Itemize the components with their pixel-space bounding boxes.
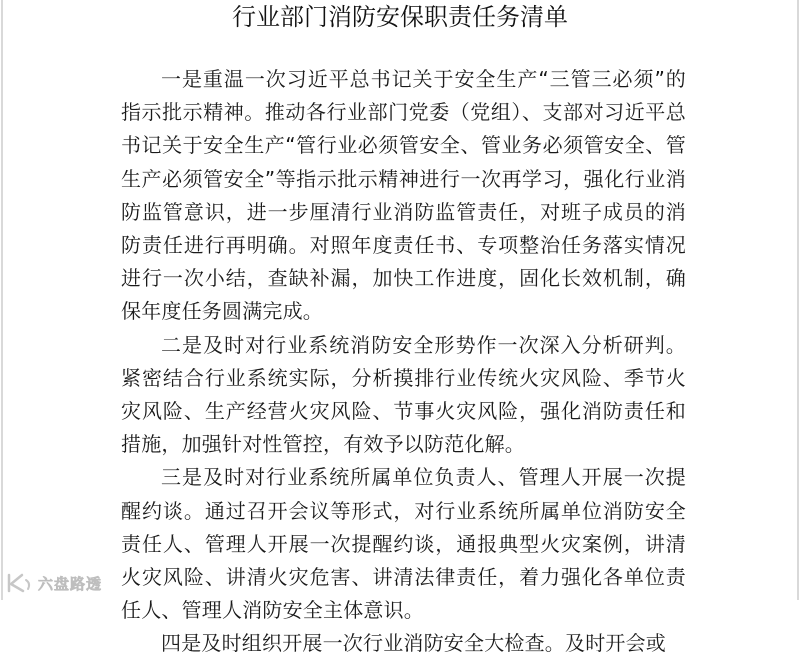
paragraph-1: 一是重温一次习近平总书记关于安全生产“三管三必须”的指示批示精神。推动各行业部门党委（党组）、支部对习近平总书记关于安全生产“管行业必须管安全、管业务必须管安全、管生产必须管安全”等指示批示精神进行一次再学习，强化行业消防监管意识，进一步厘清行业消防监管责任，对班子成员的消防责任进行再明确。对照年度责任书、专项整治任务落实情况进行一次小结，查缺补漏，加快工作进度，固化长效机制，确保年度任务圆满完成。 [121, 67, 686, 324]
page-left-border [1, 0, 3, 600]
paragraph-2: 二是及时对行业系统消防安全形势作一次深入分析研判。紧密结合行业系统实际，分析摸排行业传统火灾风险、季节火灾风险、生产经营火灾风险、节事火灾风险，强化消防责任和措施，加强针对性管控，有效予以防范化解。 [121, 332, 686, 457]
document-body [121, 63, 686, 661]
watermark [6, 571, 102, 595]
paragraph-4: 四是及时组织开展一次行业消防安全大检查。及时开会或 [161, 631, 666, 656]
k-logo-icon [6, 572, 34, 594]
page-right-border [797, 0, 799, 600]
paragraph-3: 三是及时对行业系统所属单位负责人、管理人开展一次提醒约谈。通过召开会议等形式，对行业系统所属单位消防安全责任人、管理人开展一次提醒约谈，通报典型火灾案例，讲清火灾风险、讲清火灾危害、讲清法律责任，着力强化各单位责任人、管理人消防安全主体意识。 [121, 465, 686, 623]
document-title: 行业部门消防安保职责任务清单 [232, 3, 568, 31]
watermark-text: 六盘路透 [38, 574, 103, 593]
